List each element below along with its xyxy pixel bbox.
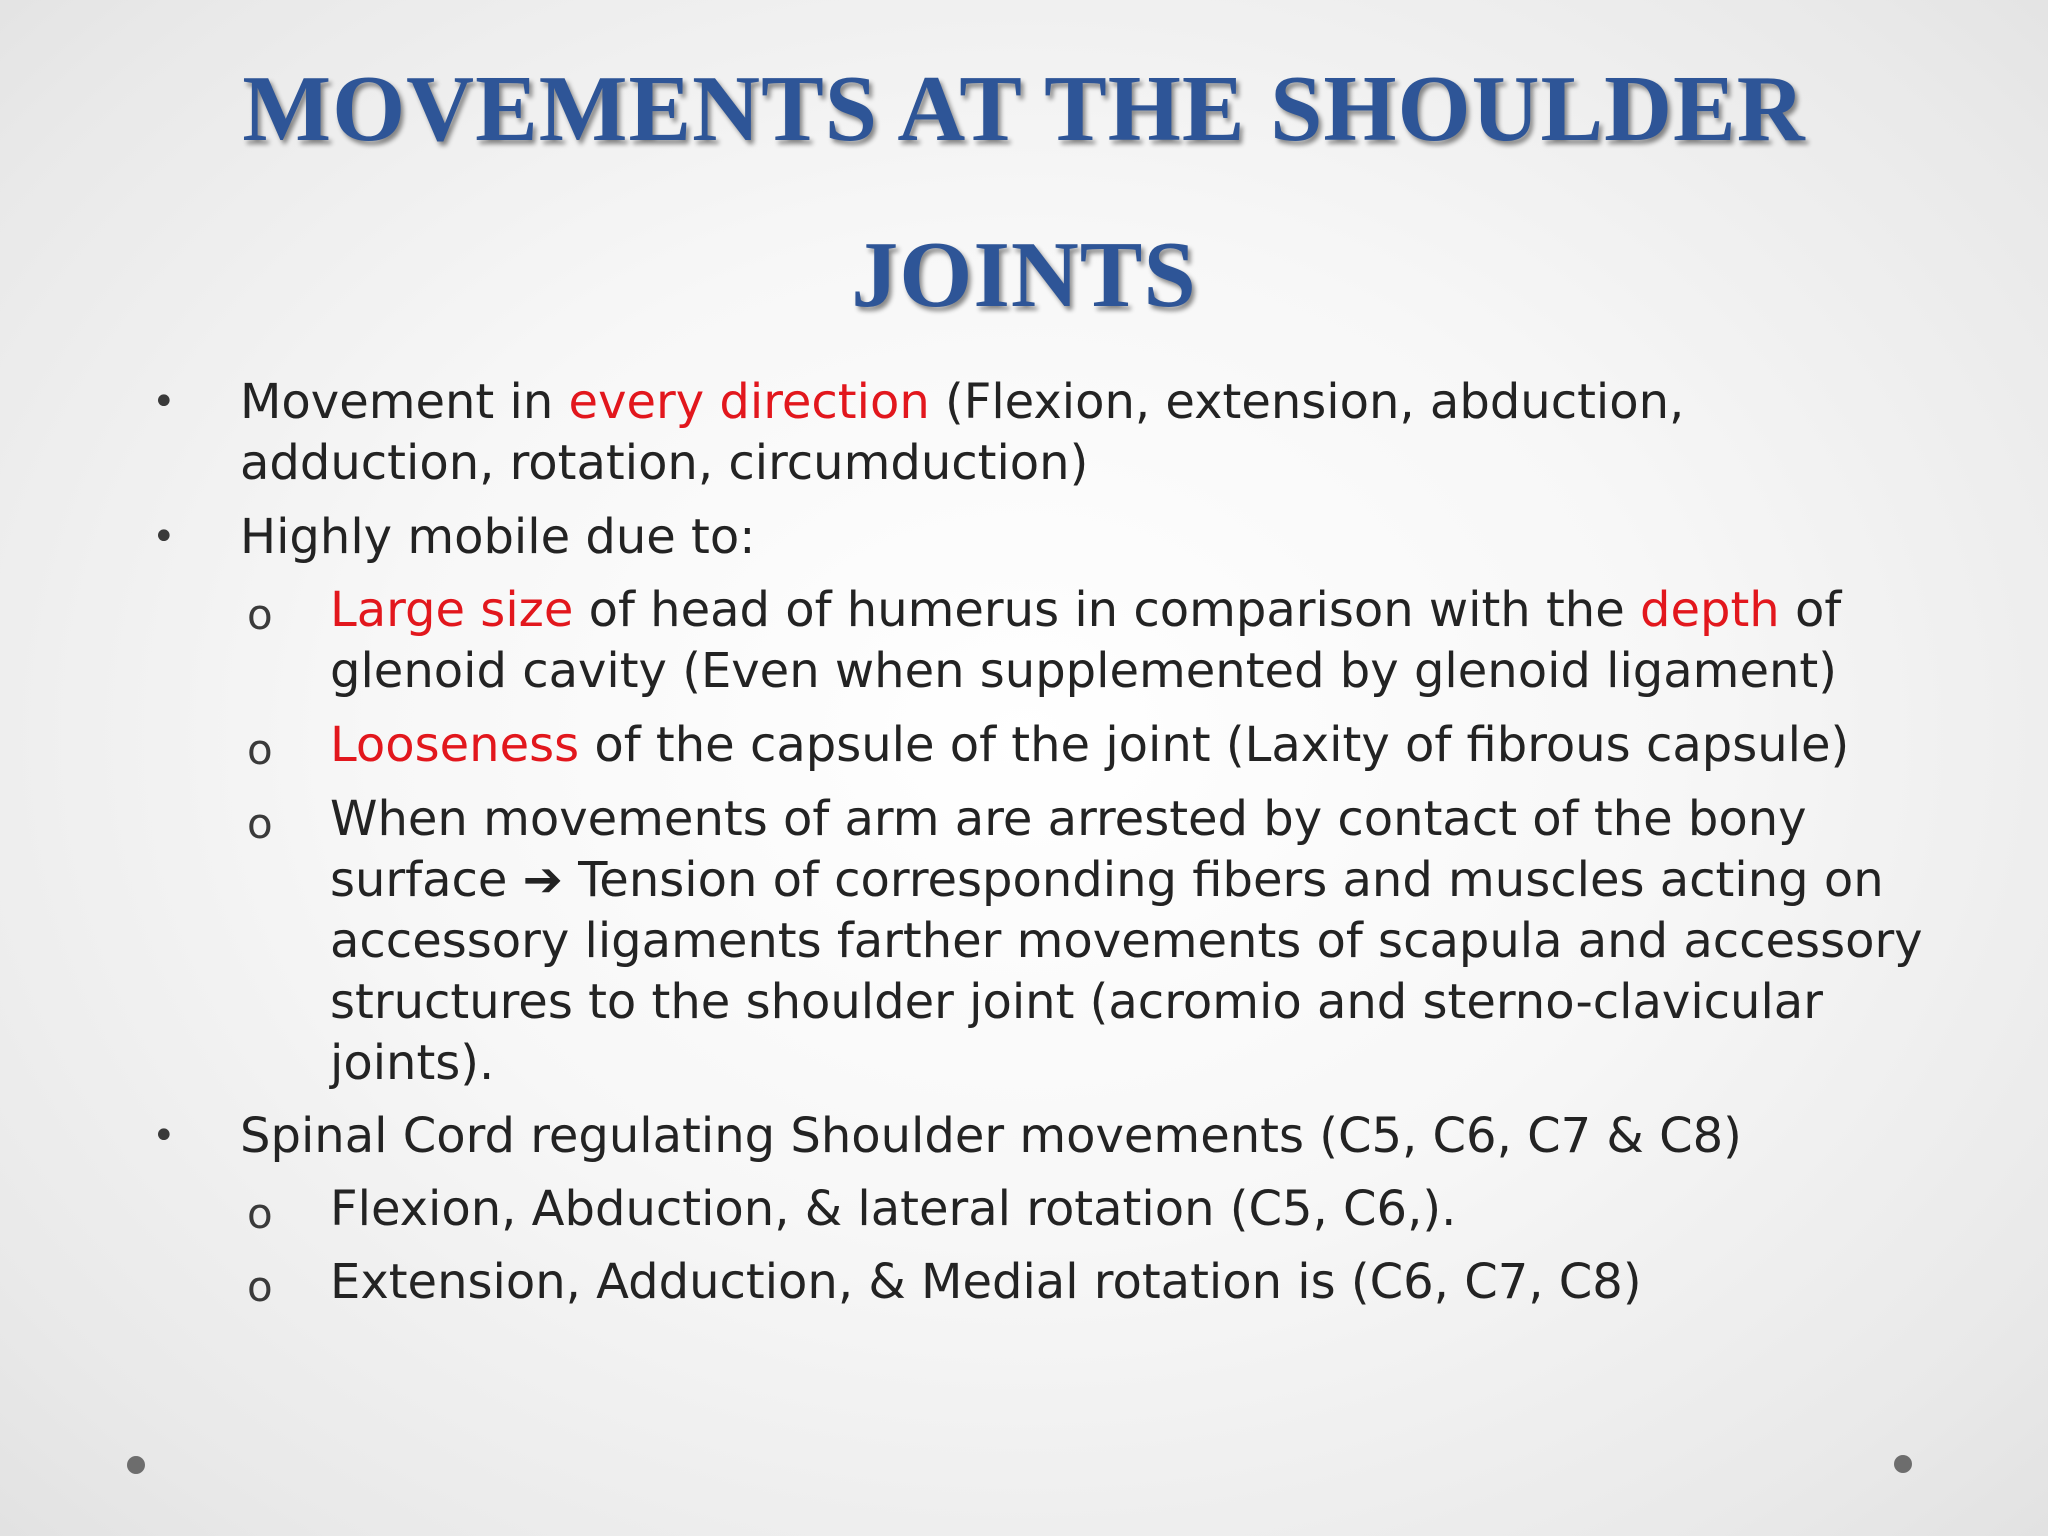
highlight-every-direction: every direction bbox=[568, 374, 930, 430]
sub-bullet-text: of head of humerus in comparison with the bbox=[573, 582, 1640, 638]
highlight-looseness: Looseness bbox=[330, 717, 580, 773]
sub-bullet-text: of the capsule of the joint (Laxity of fibrous capsule) bbox=[579, 717, 1850, 773]
sub-bullet-marker: o bbox=[247, 1262, 273, 1311]
bullet-marker: • bbox=[152, 514, 176, 560]
bullet-text: Highly mobile due to: bbox=[240, 509, 756, 565]
sub-bullet-flexion bbox=[0, 1179, 1950, 1240]
bullet-text: Spinal Cord regulating Shoulder movements (C5, C6, C7 & C8) bbox=[240, 1108, 1742, 1164]
bullet-text: Movement in bbox=[240, 374, 569, 430]
sub-bullet-extension bbox=[0, 1252, 1950, 1313]
bullet-spinal-cord bbox=[0, 1106, 1940, 1167]
slide-title-line-1: MOVEMENTS AT THE SHOULDER bbox=[242, 57, 1806, 161]
sub-bullet-marker: o bbox=[247, 590, 273, 639]
bullet-highly-mobile bbox=[0, 507, 1940, 568]
sub-bullet-movements-arrested bbox=[0, 789, 1950, 1094]
arrow-right-icon: ➔ bbox=[522, 852, 563, 908]
sub-bullet-marker: o bbox=[247, 725, 273, 774]
bullet-marker: • bbox=[152, 1113, 176, 1159]
sub-bullet-looseness bbox=[0, 715, 1950, 776]
slide-title-line-2: JOINTS bbox=[851, 223, 1197, 327]
decorative-dot-left bbox=[127, 1456, 145, 1474]
sub-bullet-text: Tension of corresponding fibers and muscles acting on accessory ligaments farther movements of scapula and accessory structures to the shoulder joint (acromio and sterno-clavicular joints). bbox=[330, 852, 1923, 1091]
sub-bullet-marker: o bbox=[247, 799, 273, 848]
bullet-marker: • bbox=[152, 379, 176, 425]
sub-bullet-text: of glenoid cavity (Even when supplemented by glenoid ligament) bbox=[330, 582, 1842, 699]
highlight-depth: depth bbox=[1640, 582, 1780, 638]
slide-body bbox=[0, 372, 2048, 1313]
bullet-text: (Flexion, extension, abduction, adduction, rotation, circumduction) bbox=[240, 374, 1685, 491]
decorative-dot-right bbox=[1894, 1455, 1912, 1473]
bullet-every-direction bbox=[0, 372, 1940, 494]
sub-bullet-large-size bbox=[0, 580, 1950, 702]
sub-bullet-marker: o bbox=[247, 1189, 273, 1238]
sub-bullet-text: When movements of arm are arrested by contact of the bony surface bbox=[330, 791, 1807, 908]
highlight-large-size: Large size bbox=[330, 582, 574, 638]
sub-bullet-text: Extension, Adduction, & Medial rotation is (C6, C7, C8) bbox=[330, 1254, 1642, 1310]
sub-bullet-text: Flexion, Abduction, & lateral rotation (C5, C6,). bbox=[330, 1181, 1457, 1237]
